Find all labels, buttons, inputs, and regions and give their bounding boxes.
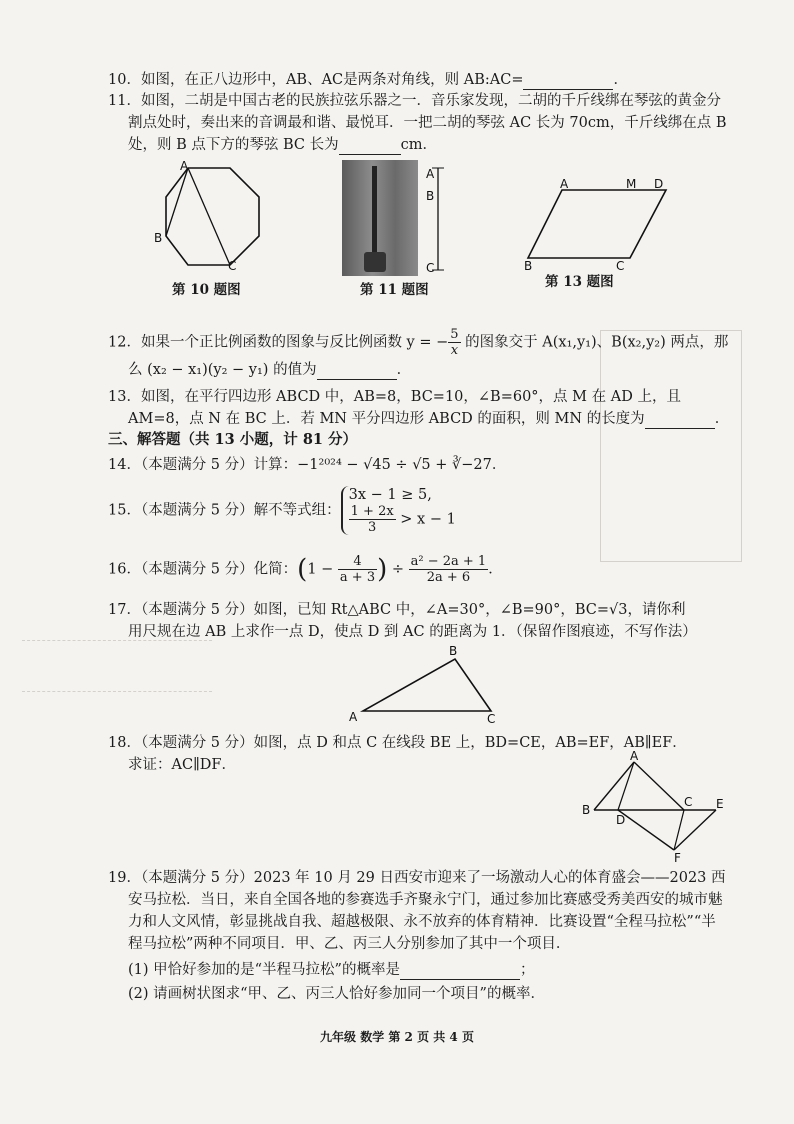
q13-line1: 13．如图，在平行四边形 ABCD 中，AB=8，BC=10，∠B=60°，点 M 在 AD 上，且 <box>108 389 681 405</box>
q17-line1: 17．（本题满分 5 分）如图，已知 Rt△ABC 中，∠A=30°，∠B=90°，BC=√3，请你利 <box>108 602 686 618</box>
fig18-label-a: A <box>630 749 639 763</box>
q15-text: 15．（本题满分 5 分）解不等式组： 3x − 1 ≥ 5, $\frac{1 + 2x}{3}$ > x − 1 <box>108 487 456 535</box>
q19-line1: 19．（本题满分 5 分）2023 年 10 月 29 日西安市迎来了一场激动人心的体育盛会——2023 西 <box>108 870 726 886</box>
q12-line2: 么 (x₂ − x₁)(y₂ − y₁) 的值为 ． <box>128 362 412 378</box>
fig18-label-d: D <box>616 813 626 827</box>
fig13-label-c: C <box>616 259 625 273</box>
erhu-neck <box>372 166 377 258</box>
q11-line1: 11．如图，二胡是中国古老的民族拉弦乐器之一．音乐家发现，二胡的千斤线绑在琴弦的黄金分 <box>108 93 721 109</box>
fig18-label-c: C <box>684 795 693 809</box>
q11-answer-blank[interactable] <box>339 140 401 155</box>
figure-10-caption: 第 10 题图 <box>172 282 241 298</box>
figure-17-triangle <box>345 645 505 725</box>
q19-line2: 安马拉松．当日，来自全国各地的参赛选手齐聚永宁门，通过参加比赛感受秀美西安的城市魅 <box>128 892 723 908</box>
fig13-label-d: D <box>654 177 664 191</box>
fig18-label-f: F <box>674 851 681 865</box>
fig17-label-c: C <box>487 712 496 726</box>
fig10-label-a: A <box>180 159 189 173</box>
section-3-heading: 三、解答题（共 13 小题，计 81 分） <box>108 431 358 448</box>
q19-line3: 力和人文风情，彰显挑战自我、超越极限、永不放弃的体育精神．比赛设置“全程马拉松”“半 <box>128 914 716 930</box>
figure-11-erhu-photo <box>342 160 418 276</box>
page-footer: 九年级 数学 第 2 页 共 4 页 <box>320 1030 474 1044</box>
fig10-label-b: B <box>154 231 163 245</box>
q19-line4: 程马拉松”两种不同项目．甲、乙、丙三人分别参加了其中一个项目． <box>128 936 571 952</box>
fig13-label-m: M <box>626 177 637 191</box>
fig11-label-c: C <box>426 261 435 275</box>
fig17-label-b: B <box>449 644 458 658</box>
q14-text: 14．（本题满分 5 分）计算：−1²⁰²⁴ − √45 ÷ √5 + ∛−27． <box>108 457 507 473</box>
q12-line1: 12．如果一个正比例函数的图象与反比例函数 y = − $\frac{5}{x}$ 的图象交于 A(x₁,y₁)、B(x₂,y₂) 两点，那 <box>108 327 729 358</box>
q10-text: 10．如图，在正八边形中，AB、AC是两条对角线，则 AB:AC= ． <box>108 72 628 88</box>
fig17-label-a: A <box>349 710 358 724</box>
q19-sub2: (2) 请画树状图求“甲、乙、丙三人恰好参加同一个项目”的概率． <box>128 986 545 1002</box>
bleed-through-grid <box>22 640 212 692</box>
q12-fraction: $\frac{5}{x}$ <box>450 327 459 358</box>
fig11-label-a: A <box>426 167 435 181</box>
fig13-label-a: A <box>560 177 569 191</box>
q13-answer-blank[interactable] <box>645 414 715 429</box>
q15-inequality-system: 3x − 1 ≥ 5, $\frac{1 + 2x}{3}$ > x − 1 <box>341 486 456 535</box>
fig18-label-e: E <box>716 797 724 811</box>
q18-line2: 求证：AC∥DF． <box>128 757 236 773</box>
q13-line2: AM=8，点 N 在 BC 上．若 MN 平分四边形 ABCD 的面积，则 MN 的长度为 ． <box>128 411 730 427</box>
figure-11-caption: 第 11 题图 <box>360 282 429 298</box>
fig11-label-b: B <box>426 189 435 203</box>
bleed-through-table <box>600 330 742 562</box>
q11-line3: 处，则 B 点下方的琴弦 BC 长为 cm． <box>128 137 437 153</box>
q12-answer-blank[interactable] <box>317 365 397 380</box>
fig10-label-c: C <box>228 259 237 273</box>
q11-line2: 割点处时，奏出来的音调最和谐、最悦耳．一把二胡的琴弦 AC 长为 70cm，千斤线绑在点 B <box>128 115 727 131</box>
erhu-body <box>364 252 386 272</box>
q18-line1: 18．（本题满分 5 分）如图，点 D 和点 C 在线段 BE 上，BD=CE，AB=EF，AB∥EF． <box>108 735 687 751</box>
q16-text: 16．（本题满分 5 分）化简：(1 − $\frac{4}{a + 3}$ ) ÷ $\frac{\text{a² − 2a + 1}}{2a + 6}$ ． <box>108 554 503 585</box>
q19-answer-blank[interactable] <box>400 965 520 980</box>
q17-line2: 用尺规在边 AB 上求作一点 D，使点 D 到 AC 的距离为 1．（保留作图痕迹，不写作法） <box>128 624 697 640</box>
fig13-label-b: B <box>524 259 533 273</box>
figure-13-caption: 第 13 题图 <box>545 274 614 290</box>
figure-13-parallelogram <box>520 176 680 272</box>
figure-10-octagon <box>154 159 268 273</box>
figure-18-geometry <box>582 750 727 865</box>
fig18-label-b: B <box>582 803 591 817</box>
q10-answer-blank[interactable] <box>523 75 613 90</box>
q19-sub1: (1) 甲恰好参加的是“半程马拉松”的概率是 ； <box>128 962 535 978</box>
figure-11-string-diagram <box>418 160 448 278</box>
